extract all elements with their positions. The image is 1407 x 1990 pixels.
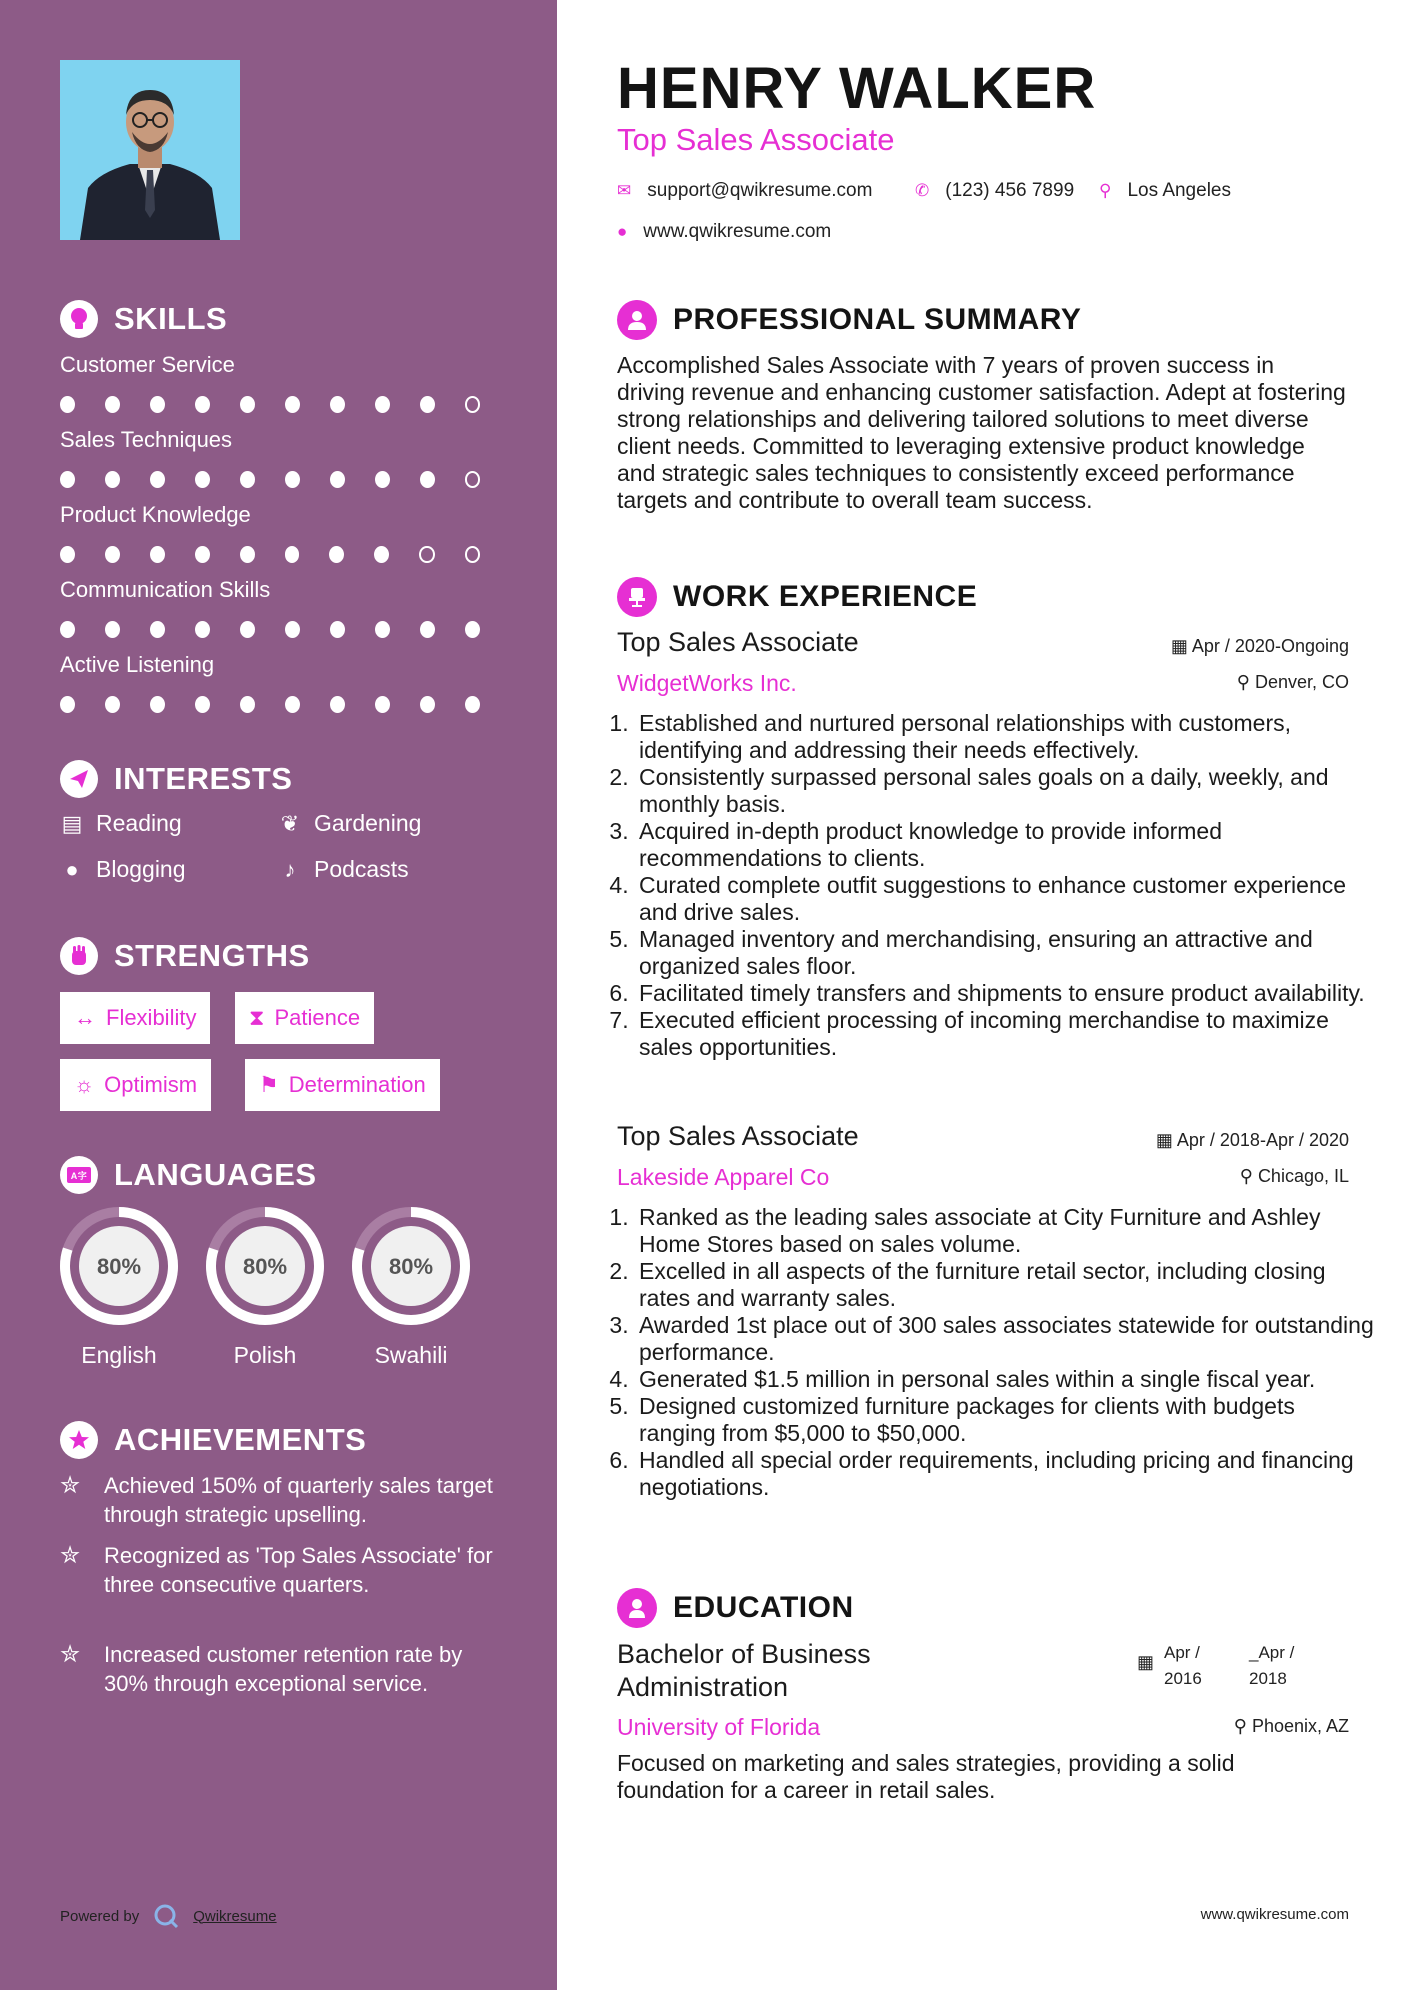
strength-patience: ⧗ Patience — [235, 992, 374, 1044]
skills-title: SKILLS — [114, 301, 228, 336]
candidate-name: HENRY WALKER — [617, 56, 1097, 121]
svg-text:A字: A字 — [70, 1171, 88, 1181]
hand-icon — [60, 937, 98, 975]
lightbulb-icon — [60, 300, 98, 338]
rating-dot-filled — [105, 546, 120, 563]
rating-dot-filled — [105, 471, 120, 488]
rating-dot-empty — [465, 396, 480, 413]
rating-dot-filled — [465, 621, 480, 638]
rating-dot-filled — [105, 696, 120, 713]
skill-item — [60, 652, 510, 713]
rating-dot-filled — [195, 471, 210, 488]
pin-icon: ⚲ — [1236, 672, 1250, 692]
skill-rating — [60, 696, 510, 713]
rating-dot-filled — [465, 696, 480, 713]
language-name: Polish — [233, 1342, 297, 1368]
languages-title: LANGUAGES — [114, 1157, 317, 1192]
job-bullets — [617, 710, 1375, 1061]
skill-name: Product Knowledge — [60, 502, 251, 527]
language-name: English — [81, 1342, 157, 1368]
rating-dot-filled — [195, 546, 210, 563]
pin-icon: ⚲ — [1233, 1716, 1247, 1736]
job-location: ⚲ Chicago, IL — [1239, 1166, 1349, 1186]
rating-dot-filled — [420, 621, 435, 638]
rating-dot-filled — [375, 696, 390, 713]
job-company: Lakeside Apparel Co — [617, 1164, 830, 1190]
rating-dot-empty — [419, 546, 434, 563]
contact-website: ● www.qwikresume.com — [617, 221, 832, 242]
interest-blogging: ● Blogging — [60, 856, 186, 883]
list-item: 6. Facilitated timely transfers and shipments to ensure product availability. — [635, 980, 1375, 1007]
footer-url[interactable]: www.qwikresume.com — [1200, 1906, 1349, 1923]
qwikresume-logo-icon — [153, 1903, 179, 1929]
strengths-title: STRENGTHS — [114, 938, 310, 973]
rating-dot-filled — [105, 396, 120, 413]
list-item: 1. Established and nurtured personal relationships with customers, identifying and addressing their needs effectively. — [635, 710, 1375, 764]
rating-dot-filled — [285, 396, 300, 413]
skill-name: Active Listening — [60, 652, 215, 677]
education-heading: EDUCATION — [617, 1588, 854, 1628]
education-description: Focused on marketing and sales strategies, providing a solid foundation for a career in retail sales. — [617, 1750, 1235, 1803]
job-bullets — [617, 1204, 1375, 1501]
hourglass-icon: ⧗ — [249, 1005, 265, 1030]
rating-dot-filled — [330, 396, 345, 413]
job-dates: ▦ Apr / 2018-Apr / 2020 — [1155, 1130, 1349, 1150]
skill-name: Sales Techniques — [60, 427, 233, 452]
candidate-role: Top Sales Associate — [617, 122, 895, 157]
map-pin-icon: ⚲ — [1099, 181, 1112, 200]
rating-dot-filled — [60, 471, 75, 488]
language-item — [58, 1205, 180, 1369]
skill-item — [60, 427, 510, 488]
skills-heading — [60, 300, 227, 338]
achievements-heading — [60, 1421, 366, 1459]
star-icon: ✮ — [60, 1641, 81, 1668]
rating-dot-filled — [375, 621, 390, 638]
job-title: Top Sales Associate — [617, 1121, 859, 1151]
language-name: Swahili — [374, 1342, 448, 1368]
user-icon — [617, 300, 657, 340]
interests-title: INTERESTS — [114, 761, 293, 796]
interest-gardening: ❦ Gardening — [278, 810, 421, 837]
language-item — [204, 1205, 326, 1369]
sun-icon: ☼ — [74, 1072, 95, 1097]
rating-dot-empty — [465, 471, 480, 488]
users-icon: ● — [65, 856, 79, 882]
rating-dot-filled — [285, 696, 300, 713]
skill-name: Communication Skills — [60, 577, 271, 602]
rating-dot-filled — [375, 396, 390, 413]
star-icon: ✮ — [60, 1472, 81, 1499]
job-dates: ▦ Apr / 2020-Ongoing — [1170, 636, 1349, 656]
list-item: 2. Excelled in all aspects of the furniture retail sector, including closing rates and warranty sales. — [635, 1258, 1375, 1312]
list-item: 6. Handled all special order requirements, including pricing and financing negotiations. — [635, 1447, 1375, 1501]
skill-item — [60, 502, 510, 563]
phone-icon: ✆ — [915, 181, 930, 200]
education-school: University of Florida — [617, 1714, 821, 1740]
education-end: _Apr / 2018 — [1249, 1643, 1295, 1688]
rating-dot-filled — [240, 396, 255, 413]
skill-rating — [60, 396, 510, 413]
rating-dot-filled — [420, 396, 435, 413]
education-location: ⚲ Phoenix, AZ — [1233, 1716, 1349, 1736]
leaf-icon: ❦ — [280, 810, 300, 836]
skill-rating — [60, 621, 510, 638]
interest-podcasts: ♪ Podcasts — [278, 856, 409, 883]
rating-dot-filled — [240, 471, 255, 488]
skill-name: Customer Service — [60, 352, 235, 377]
rating-dot-filled — [330, 621, 345, 638]
list-item: 4. Generated $1.5 million in personal sales within a single fiscal year. — [635, 1366, 1375, 1393]
language-percent: 80% — [388, 1254, 434, 1279]
calendar-icon: ▦ — [1137, 1652, 1155, 1672]
rating-dot-filled — [150, 546, 165, 563]
language-progress-ring — [204, 1205, 326, 1327]
microphone-icon: ♪ — [284, 856, 296, 882]
strength-determination: ⚑ Determination — [245, 1059, 440, 1111]
list-item: 3. Acquired in-depth product knowledge to provide informed recommendations to clients. — [635, 818, 1375, 872]
rating-dot-filled — [420, 471, 435, 488]
summary-heading: PROFESSIONAL SUMMARY — [617, 300, 1081, 340]
strength-flexibility: ↔ Flexibility — [60, 992, 210, 1044]
rating-dot-filled — [285, 621, 300, 638]
flag-icon: ⚑ — [259, 1072, 279, 1097]
arrows-horizontal-icon: ↔ — [74, 1005, 96, 1030]
rating-dot-filled — [240, 696, 255, 713]
powered-by: Powered by Qwikresume — [60, 1903, 277, 1929]
graduation-icon — [617, 1588, 657, 1628]
experience-heading: WORK EXPERIENCE — [617, 577, 977, 617]
envelope-icon: ✉ — [617, 181, 632, 200]
calendar-icon: ▦ — [1155, 1130, 1173, 1150]
achievements-title: ACHIEVEMENTS — [114, 1422, 367, 1457]
book-icon: ▤ — [61, 810, 83, 836]
list-item: 2. Consistently surpassed personal sales goals on a daily, weekly, and monthly basis. — [635, 764, 1375, 818]
skill-rating — [60, 471, 510, 488]
rating-dot-filled — [195, 621, 210, 638]
list-item: 1. Ranked as the leading sales associate at City Furniture and Ashley Home Stores based on sales volume. — [635, 1204, 1375, 1258]
rating-dot-filled — [330, 471, 345, 488]
list-item: 5. Managed inventory and merchandising, ensuring an attractive and organized sales floor. — [635, 926, 1375, 980]
interest-reading: ▤ Reading — [61, 810, 182, 836]
education-degree: Bachelor of Business Administration — [617, 1639, 871, 1702]
rating-dot-filled — [329, 546, 344, 563]
rating-dot-filled — [60, 696, 75, 713]
rating-dot-filled — [150, 471, 165, 488]
list-item: 7. Executed efficient processing of incoming merchandise to maximize sales opportunities. — [635, 1007, 1375, 1061]
rating-dot-filled — [330, 696, 345, 713]
rating-dot-filled — [60, 546, 75, 563]
language-percent: 80% — [242, 1254, 288, 1279]
list-item: 3. Awarded 1st place out of 300 sales associates statewide for outstanding performance. — [635, 1312, 1375, 1366]
achievement-item: ✮ Achieved 150% of quarterly sales target through strategic upselling. — [60, 1472, 493, 1527]
rating-dot-filled — [285, 471, 300, 488]
education-start: Apr / 2016 — [1164, 1643, 1202, 1688]
qwikresume-link[interactable]: Qwikresume — [193, 1907, 277, 1925]
star-badge-icon — [60, 1421, 98, 1459]
achievement-item: ✮ Recognized as 'Top Sales Associate' for three consecutive quarters. — [60, 1542, 493, 1597]
chair-icon — [617, 577, 657, 617]
job-location: ⚲ Denver, CO — [1236, 672, 1349, 692]
contact-location: ⚲ Los Angeles — [1099, 180, 1231, 201]
rating-dot-filled — [150, 696, 165, 713]
language-percent: 80% — [96, 1254, 142, 1279]
rating-dot-filled — [375, 471, 390, 488]
rating-dot-filled — [60, 396, 75, 413]
rating-dot-filled — [240, 546, 255, 563]
list-item: 4. Curated complete outfit suggestions to enhance customer experience and drive sales. — [635, 872, 1375, 926]
strengths-heading — [60, 937, 310, 975]
rating-dot-filled — [240, 621, 255, 638]
rating-dot-filled — [195, 396, 210, 413]
contact-phone: ✆ (123) 456 7899 — [915, 180, 1075, 201]
rating-dot-filled — [374, 546, 389, 563]
rating-dot-filled — [150, 621, 165, 638]
rating-dot-filled — [420, 696, 435, 713]
rating-dot-empty — [465, 546, 480, 563]
language-item — [350, 1205, 472, 1369]
skill-rating — [60, 546, 510, 563]
star-icon: ✮ — [60, 1542, 81, 1569]
summary-text: Accomplished Sales Associate with 7 years of proven success in driving revenue and enhancing customer satisfaction. Adept at fostering strong relationships and delivering tailored solutions to meet diverse client needs. Committed to leveraging extensive product knowledge and strategic sales techniques to consistently exceed performance targets and contribute to overall team success. — [617, 352, 1346, 513]
job-company: WidgetWorks Inc. — [617, 670, 797, 696]
sidebar — [0, 0, 557, 1990]
rating-dot-filled — [195, 696, 210, 713]
language-progress-ring — [350, 1205, 472, 1327]
achievement-item: ✮ Increased customer retention rate by 30% through exceptional service. — [60, 1641, 463, 1696]
pin-icon: ⚲ — [1239, 1166, 1253, 1186]
rating-dot-filled — [150, 396, 165, 413]
list-item: 5. Designed customized furniture packages for clients with budgets ranging from $5,000 to $50,000. — [635, 1393, 1375, 1447]
calendar-icon: ▦ — [1170, 636, 1188, 656]
contact-email: ✉ support@qwikresume.com — [617, 180, 873, 201]
rating-dot-filled — [285, 546, 300, 563]
language-progress-ring — [58, 1205, 180, 1327]
rating-dot-filled — [60, 621, 75, 638]
strength-optimism: ☼ Optimism — [60, 1059, 211, 1111]
languages-heading — [60, 1156, 317, 1194]
rating-dot-filled — [105, 621, 120, 638]
job-title: Top Sales Associate — [617, 627, 859, 657]
interests-heading — [60, 760, 292, 798]
skill-item — [60, 577, 510, 638]
paper-plane-icon — [60, 760, 98, 798]
language-icon — [60, 1156, 98, 1194]
skill-item — [60, 352, 510, 413]
globe-icon: ● — [617, 222, 628, 241]
profile-photo — [60, 60, 240, 240]
